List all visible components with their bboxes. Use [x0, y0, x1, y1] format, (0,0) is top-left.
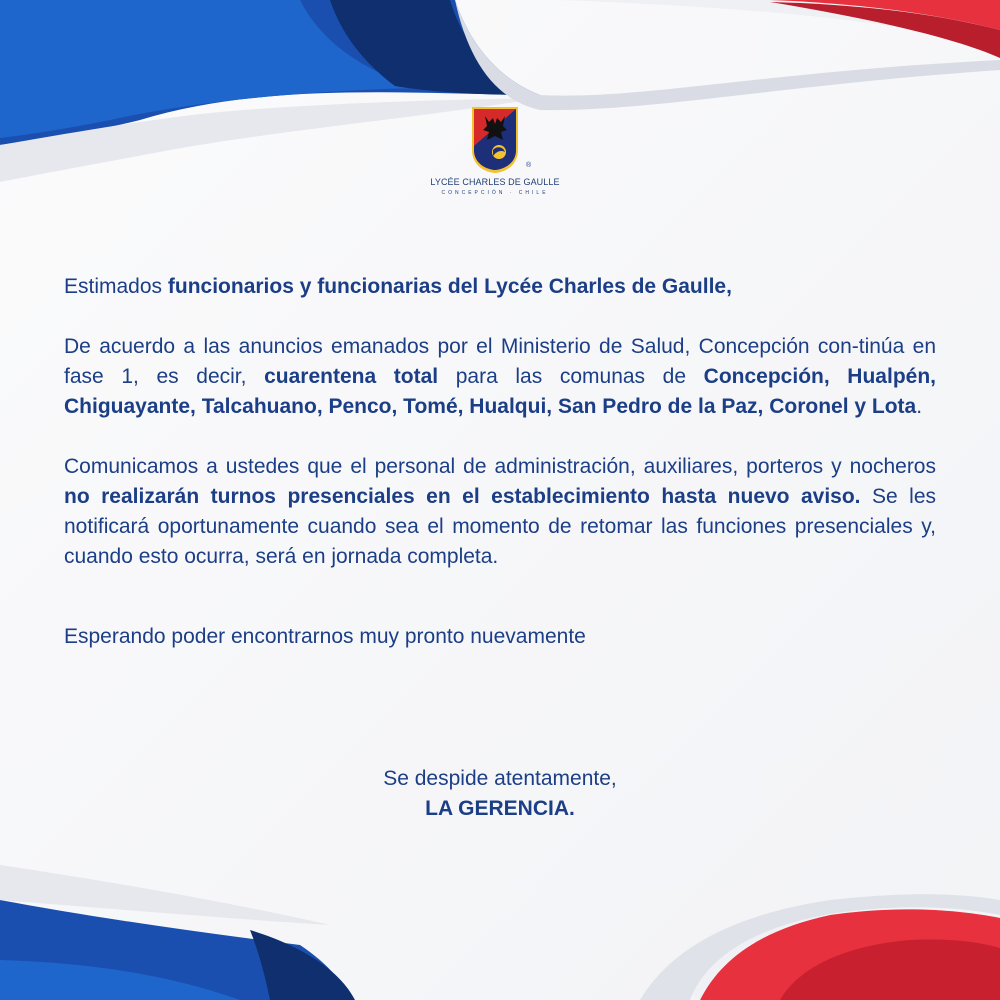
paragraph-emphasis: no realizarán turnos presenciales en el establecimiento hasta nuevo aviso.	[64, 485, 861, 508]
paragraph-text: Se les notificará oportunamente cuando sea el momento de retomar las funciones presenciales y, cuando esto ocurra, será en jornada completa.	[64, 485, 937, 568]
signoff	[0, 764, 1000, 824]
school-logo	[430, 104, 560, 200]
greeting	[64, 272, 936, 302]
registered-mark: ®	[526, 162, 532, 169]
paragraph-text: Comunicamos a ustedes que el personal de administración, auxiliares, porteros y nocheros	[64, 455, 936, 478]
shield-crest-icon	[471, 106, 519, 174]
logo-city-name: CONCEPCIÓN · CHILE	[441, 190, 549, 196]
paragraph-quarantine	[64, 332, 936, 422]
signoff-line: Se despide atentamente,	[383, 767, 617, 790]
paragraph-text: para las comunas de	[438, 365, 704, 388]
paragraph-text: De acuerdo a las anuncios emanados por el Ministerio de Salud, Concepción con-tinúa en fase 1, es decir,	[64, 335, 936, 388]
paragraph-emphasis: cuarentena total	[264, 365, 439, 388]
signoff-signature: LA GERENCIA.	[425, 797, 575, 820]
letter-body	[64, 272, 936, 652]
communes-list: Concepción, Hualpén, Chiguayante, Talcahuano, Penco, Tomé, Hualqui, San Pedro de la Paz, Coronel y Lota	[64, 365, 936, 418]
greeting-recipients: funcionarios y funcionarias del Lycée Charles de Gaulle,	[167, 275, 732, 298]
paragraph-text: .	[916, 395, 923, 418]
greeting-text: Estimados	[64, 275, 168, 298]
closing-line: Esperando poder encontrarnos muy pronto nuevamente	[64, 625, 586, 648]
logo-school-name: LYCÉE CHARLES DE GAULLE	[430, 177, 560, 187]
paragraph-staff-notice	[64, 452, 936, 572]
